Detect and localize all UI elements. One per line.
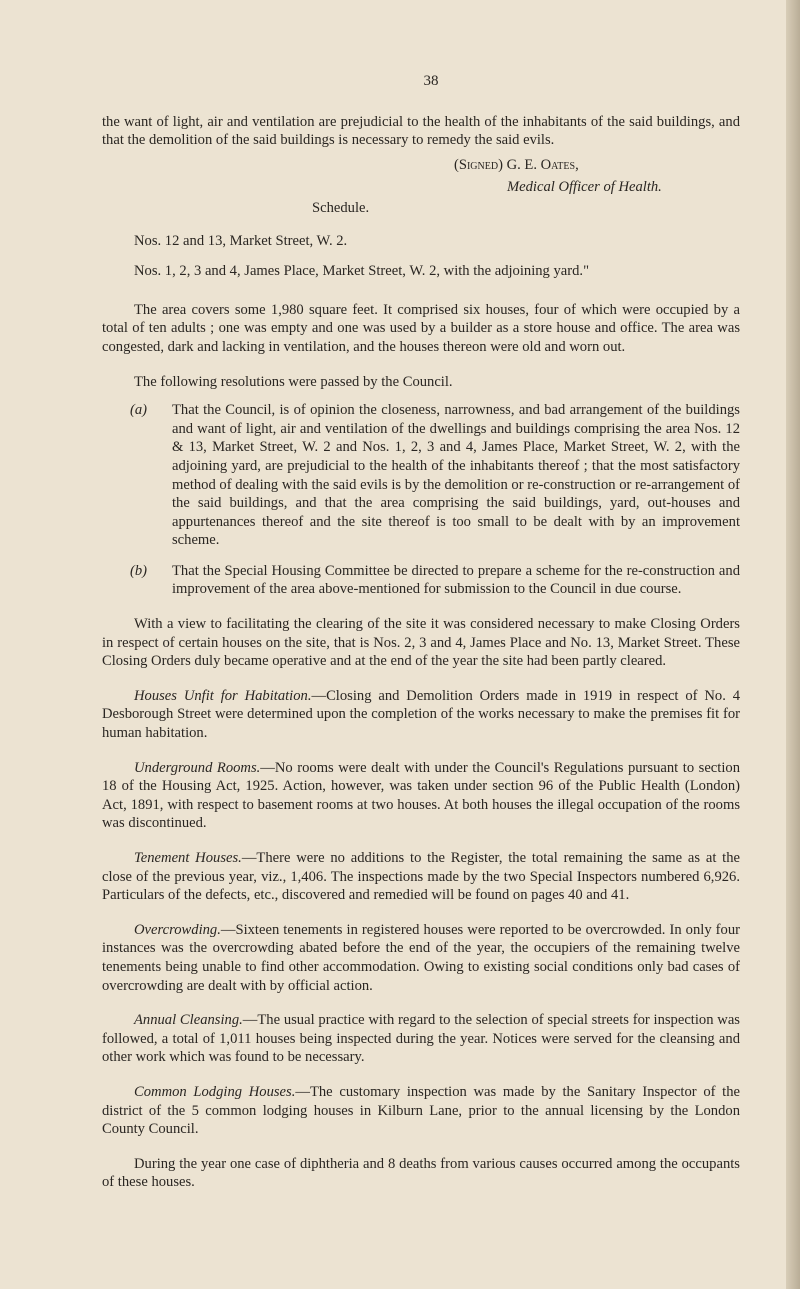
section-text: —The customary inspection was made by the Sanitary Inspector of the district of the 5 common lodging houses in Kilburn Lane, prior to the annual licensing by the London County Council. [102,1083,741,1138]
paragraph-final: During the year one case of diphtheria and 8 deaths from various causes occurred among the occupants of these houses. [102,1155,740,1191]
signature-title: Medical Officer of Health. [507,179,662,196]
paragraph-resolutions-intro: The following resolutions were passed by the Council. [134,373,453,390]
section-text: —No rooms were dealt with under the Council's Regulations pursuant to section 18 of the Housing Act, 1925. Action, however, was taken under section 96 of the Public Health (London) Act, 1891, with respect to basement rooms at two houses. At both houses the illegal occupation of the rooms was discontinued. [102,759,740,832]
resolution-a [102,401,740,550]
resolution-b [102,562,740,599]
paragraph-area: The area covers some 1,980 square feet. It comprised six houses, four of which were occupied by a total of ten adults ; one was empty and one was used by a builder as a store house and office. The area was congested, dark and lacking in ventilation, and the houses thereon were old and worn out. [102,301,740,355]
schedule-heading: Schedule. [312,199,370,216]
resolution-a-text: That the Council, is of opinion the closeness, narrowness, and bad arrangement of the buildings and want of light, air and ventilation of the dwellings and buildings comprising the area Nos. 12 & 13, Market Street, W. 2 and Nos. 1, 2, 3 and 4, James Place, Market Street, W. 2, with the adjoining yard, are prejudicial to the health of the inhabitants thereof ; that the most satisfactory method of dealing with the said evils is by the demolition or re-construction or re-arrangement of the said buildings, and that the area comprising the said buildings, yard, out-houses and appurtenances thereof and the site thereof is too small to be dealt with by an improvement scheme. [172,402,740,549]
section-text: —The usual practice with regard to the selection of special streets for inspection was followed, a total of 1,011 houses being inspected during the year. Notices were served for the cleansing and other work which was found to be necessary. [102,1012,740,1066]
resolution-a-label: (a) [130,402,148,419]
page-number: 38 [423,73,439,89]
section-heading: Overcrowding. [134,921,221,938]
section-underground-rooms [102,759,740,833]
section-common-lodging-houses [102,1083,740,1139]
section-heading: Underground Rooms. [134,759,261,776]
resolution-b-label: (b) [130,562,148,579]
paragraph-continuation: the want of light, air and ventilation are prejudicial to the health of the inhabitants of the said buildings, and that the demolition of the said buildings is necessary to remedy the said evils. [102,113,740,149]
paragraph-closing-orders: With a view to facilitating the clearing of the site it was considered necessary to make Closing Orders in respect of certain houses on the site, that is Nos. 2, 3 and 4, James Place and No. 13, Market Street. These Closing Orders duly became operative and at the end of the year the site had been partly cleared. [102,616,740,670]
section-text: —There were no additions to the Register, the total remaining the same as at the close of the previous year, viz., 1,406. The inspections made by the two Special Inspectors numbered 6,926. Particulars of the defects, etc., discovered and remedied will be found on pages 40 and 41. [102,850,741,904]
section-heading: Annual Cleansing. [134,1012,243,1029]
section-heading: Houses Unfit for Habitation. [134,687,312,704]
section-heading: Common Lodging Houses. [134,1083,296,1100]
section-text: —Sixteen tenements in registered houses were reported to be overcrowded. In only four instances was the overcrowding abated before the end of the year, the occupiers of the remaining twelve tenements being unable to find other accommodation. Owing to existing social conditions only bad cases of overcrowding are dealt with by official action. [102,921,740,994]
page-edge-shadow [786,0,800,1289]
schedule-item: Nos. 1, 2, 3 and 4, James Place, Market Street, W. 2, with the adjoining yard." [134,263,590,280]
schedule-item: Nos. 12 and 13, Market Street, W. 2. [134,232,348,249]
section-heading: Tenement Houses. [134,850,242,866]
section-annual-cleansing [102,1011,740,1067]
section-text: —Closing and Demolition Orders made in 1919 in respect of No. 4 Desborough Street were determined upon the completion of the works necessary to make the premises fit for human habitation. [102,687,740,742]
section-houses-unfit [102,687,740,743]
resolution-b-text: That the Special Housing Committee be directed to prepare a scheme for the re-construction and improvement of the area above-mentioned for submission to the Council in due course. [172,562,740,598]
section-overcrowding [102,921,740,995]
signature: (Signed) G. E. Oates, [454,156,579,173]
section-tenement-houses [102,849,740,905]
